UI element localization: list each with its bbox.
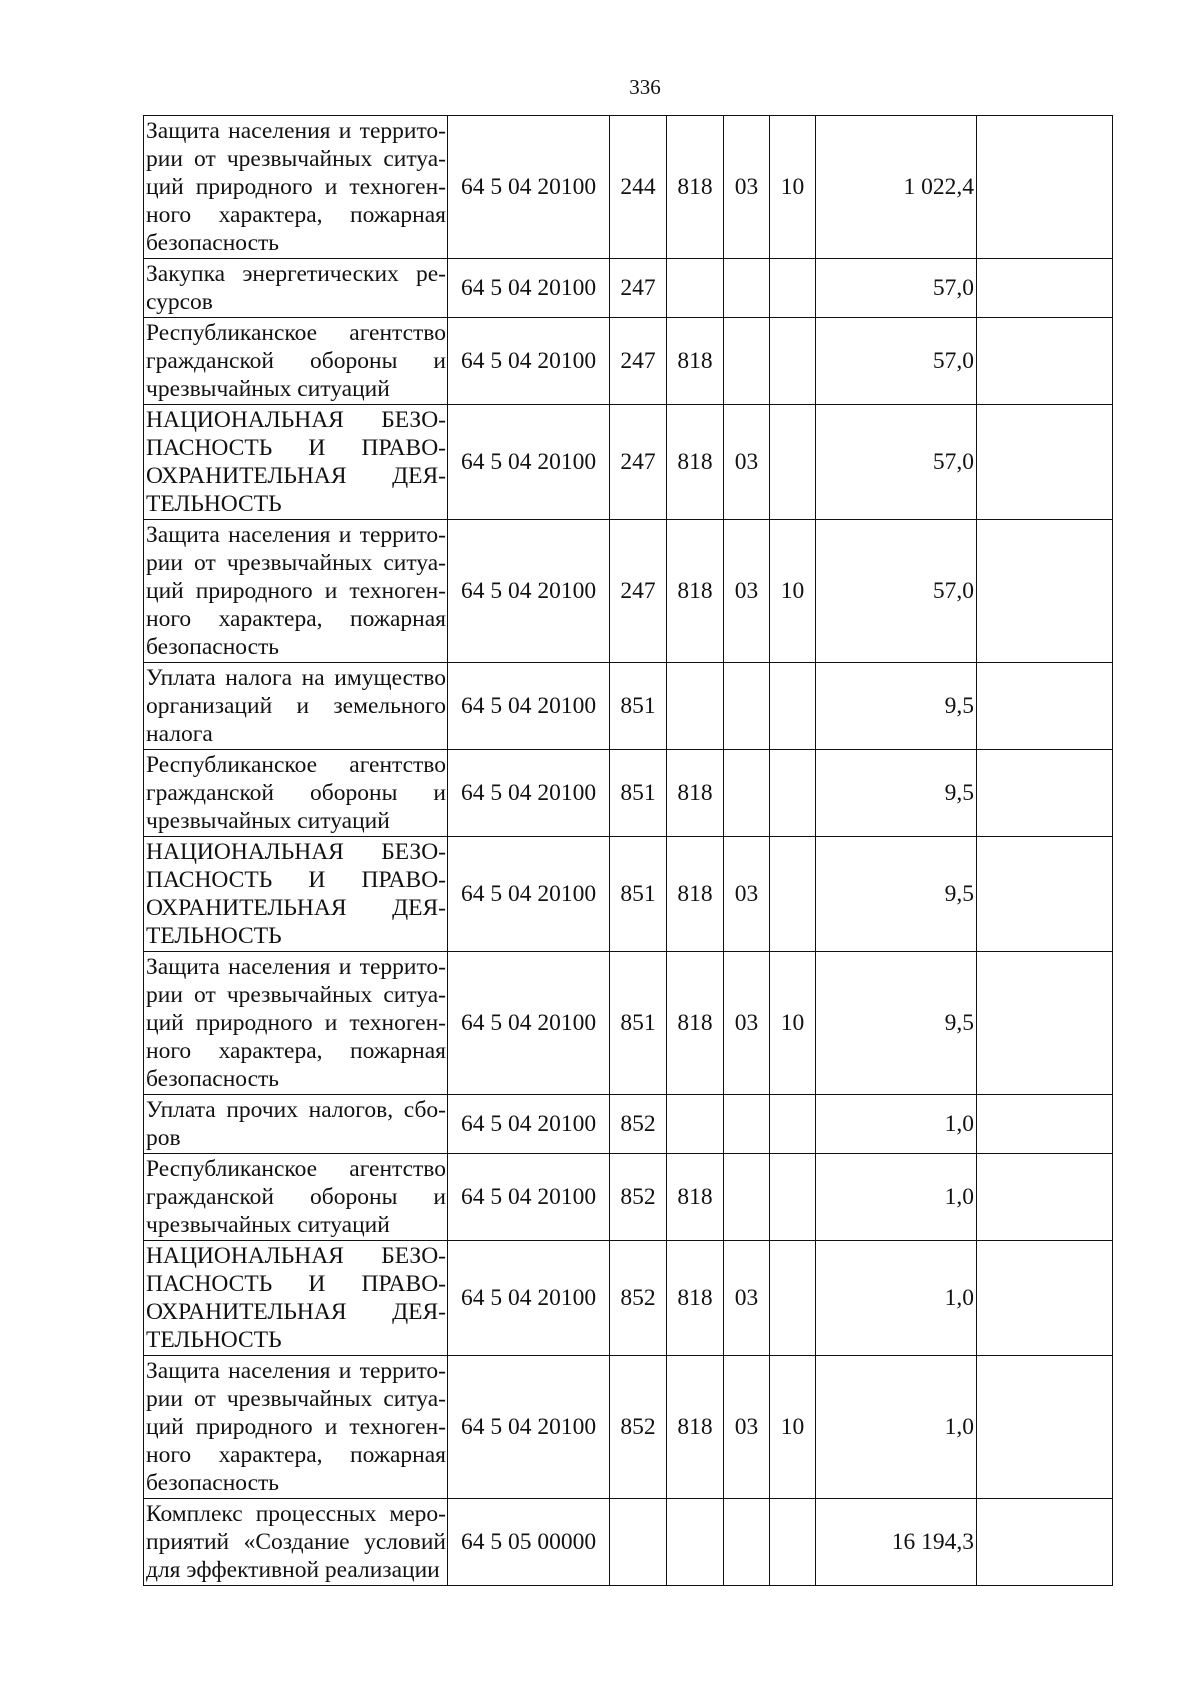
- expense-type-cell: 852: [610, 1356, 667, 1499]
- expense-type-cell: 851: [610, 837, 667, 952]
- section-cell: 03: [724, 1241, 770, 1356]
- section-cell: 03: [724, 116, 770, 259]
- amount-cell: 57,0: [816, 405, 977, 520]
- subsection-cell: [770, 259, 816, 318]
- target-code-cell: 64 5 04 20100: [448, 1095, 610, 1154]
- ministry-code-cell: 818: [667, 837, 724, 952]
- row-name-cell: НАЦИОНАЛЬНАЯ БЕЗОПАСНОСТЬ И ПРАВООХРАНИТЕЛЬНАЯ ДЕЯТЕЛЬНОСТЬ: [144, 1241, 448, 1356]
- expense-type-cell: 247: [610, 405, 667, 520]
- page-number: 336: [629, 75, 661, 99]
- section-cell: [724, 750, 770, 837]
- ministry-code-cell: 818: [667, 405, 724, 520]
- section-cell: 03: [724, 1356, 770, 1499]
- amount-cell: 57,0: [816, 520, 977, 663]
- subsection-cell: [770, 1095, 816, 1154]
- amount-cell: 9,5: [816, 750, 977, 837]
- expense-type-cell: 851: [610, 663, 667, 750]
- table-row: [144, 1356, 1113, 1499]
- amount-cell: 57,0: [816, 318, 977, 405]
- empty-cell: [977, 259, 1113, 318]
- target-code-cell: 64 5 05 00000: [448, 1499, 610, 1586]
- subsection-cell: [770, 1499, 816, 1586]
- ministry-code-cell: [667, 1095, 724, 1154]
- table-row: [144, 520, 1113, 663]
- target-code-cell: 64 5 04 20100: [448, 663, 610, 750]
- section-cell: 03: [724, 405, 770, 520]
- expense-type-cell: 247: [610, 259, 667, 318]
- subsection-cell: [770, 1154, 816, 1241]
- row-name-cell: НАЦИОНАЛЬНАЯ БЕЗОПАСНОСТЬ И ПРАВООХРАНИТЕЛЬНАЯ ДЕЯТЕЛЬНОСТЬ: [144, 405, 448, 520]
- ministry-code-cell: [667, 1499, 724, 1586]
- row-name-cell: Республиканское агентство гражданской обороны и чрезвычайных ситуаций: [144, 1154, 448, 1241]
- table-row: [144, 952, 1113, 1095]
- amount-cell: 1,0: [816, 1241, 977, 1356]
- amount-cell: 9,5: [816, 837, 977, 952]
- empty-cell: [977, 1356, 1113, 1499]
- row-name-cell: Защита населения и территории от чрезвычайных ситуаций природного и техногенного характера, пожарная безопасность: [144, 116, 448, 259]
- table-row: [144, 116, 1113, 259]
- subsection-cell: 10: [770, 952, 816, 1095]
- expense-type-cell: 244: [610, 116, 667, 259]
- amount-cell: 1,0: [816, 1356, 977, 1499]
- empty-cell: [977, 405, 1113, 520]
- subsection-cell: 10: [770, 1356, 816, 1499]
- target-code-cell: 64 5 04 20100: [448, 952, 610, 1095]
- target-code-cell: 64 5 04 20100: [448, 1356, 610, 1499]
- empty-cell: [977, 116, 1113, 259]
- section-cell: 03: [724, 952, 770, 1095]
- expense-type-cell: [610, 1499, 667, 1586]
- amount-cell: 1 022,4: [816, 116, 977, 259]
- target-code-cell: 64 5 04 20100: [448, 116, 610, 259]
- ministry-code-cell: [667, 259, 724, 318]
- table-row: [144, 1499, 1113, 1586]
- ministry-code-cell: 818: [667, 318, 724, 405]
- subsection-cell: [770, 750, 816, 837]
- amount-cell: 1,0: [816, 1095, 977, 1154]
- ministry-code-cell: [667, 663, 724, 750]
- target-code-cell: 64 5 04 20100: [448, 1154, 610, 1241]
- empty-cell: [977, 1095, 1113, 1154]
- expense-type-cell: 247: [610, 318, 667, 405]
- expense-type-cell: 851: [610, 952, 667, 1095]
- row-name-cell: Уплата прочих налогов, сборов: [144, 1095, 448, 1154]
- target-code-cell: 64 5 04 20100: [448, 520, 610, 663]
- row-name-cell: Защита населения и территории от чрезвычайных ситуаций природного и техногенного характера, пожарная безопасность: [144, 1356, 448, 1499]
- subsection-cell: [770, 1241, 816, 1356]
- table-row: [144, 1241, 1113, 1356]
- ministry-code-cell: 818: [667, 116, 724, 259]
- amount-cell: 1,0: [816, 1154, 977, 1241]
- target-code-cell: 64 5 04 20100: [448, 1241, 610, 1356]
- target-code-cell: 64 5 04 20100: [448, 837, 610, 952]
- row-name-cell: Защита населения и территории от чрезвычайных ситуаций природного и техногенного характера, пожарная безопасность: [144, 952, 448, 1095]
- table-row: [144, 318, 1113, 405]
- ministry-code-cell: 818: [667, 1241, 724, 1356]
- empty-cell: [977, 1499, 1113, 1586]
- ministry-code-cell: 818: [667, 1356, 724, 1499]
- amount-cell: 16 194,3: [816, 1499, 977, 1586]
- row-name-cell: НАЦИОНАЛЬНАЯ БЕЗОПАСНОСТЬ И ПРАВООХРАНИТЕЛЬНАЯ ДЕЯТЕЛЬНОСТЬ: [144, 837, 448, 952]
- row-name-cell: Уплата налога на имущество организаций и земельного налога: [144, 663, 448, 750]
- target-code-cell: 64 5 04 20100: [448, 750, 610, 837]
- subsection-cell: [770, 318, 816, 405]
- section-cell: 03: [724, 837, 770, 952]
- empty-cell: [977, 952, 1113, 1095]
- row-name-cell: Защита населения и территории от чрезвычайных ситуаций природного и техногенного характера, пожарная безопасность: [144, 520, 448, 663]
- amount-cell: 57,0: [816, 259, 977, 318]
- target-code-cell: 64 5 04 20100: [448, 318, 610, 405]
- subsection-cell: [770, 663, 816, 750]
- empty-cell: [977, 1241, 1113, 1356]
- table-row: [144, 259, 1113, 318]
- row-name-cell: Комплекс процессных мероприятий «Создание условий для эффективной реализации: [144, 1499, 448, 1586]
- amount-cell: 9,5: [816, 663, 977, 750]
- empty-cell: [977, 1154, 1113, 1241]
- expense-type-cell: 247: [610, 520, 667, 663]
- ministry-code-cell: 818: [667, 750, 724, 837]
- expense-type-cell: 851: [610, 750, 667, 837]
- table-row: [144, 663, 1113, 750]
- ministry-code-cell: 818: [667, 952, 724, 1095]
- section-cell: [724, 318, 770, 405]
- empty-cell: [977, 663, 1113, 750]
- section-cell: [724, 663, 770, 750]
- subsection-cell: [770, 405, 816, 520]
- section-cell: [724, 1499, 770, 1586]
- expense-type-cell: 852: [610, 1095, 667, 1154]
- target-code-cell: 64 5 04 20100: [448, 405, 610, 520]
- target-code-cell: 64 5 04 20100: [448, 259, 610, 318]
- expense-type-cell: 852: [610, 1241, 667, 1356]
- empty-cell: [977, 318, 1113, 405]
- row-name-cell: Республиканское агентство гражданской обороны и чрезвычайных ситуаций: [144, 750, 448, 837]
- table-row: [144, 750, 1113, 837]
- section-cell: [724, 1154, 770, 1241]
- table-row: [144, 1095, 1113, 1154]
- amount-cell: 9,5: [816, 952, 977, 1095]
- section-cell: [724, 259, 770, 318]
- section-cell: 03: [724, 520, 770, 663]
- ministry-code-cell: 818: [667, 520, 724, 663]
- section-cell: [724, 1095, 770, 1154]
- empty-cell: [977, 837, 1113, 952]
- empty-cell: [977, 520, 1113, 663]
- expense-type-cell: 852: [610, 1154, 667, 1241]
- table-row: [144, 405, 1113, 520]
- subsection-cell: [770, 837, 816, 952]
- row-name-cell: Закупка энергетических ресурсов: [144, 259, 448, 318]
- table-row: [144, 837, 1113, 952]
- table-row: [144, 1154, 1113, 1241]
- table-body: [144, 116, 1113, 1586]
- subsection-cell: 10: [770, 520, 816, 663]
- row-name-cell: Республиканское агентство гражданской обороны и чрезвычайных ситуаций: [144, 318, 448, 405]
- empty-cell: [977, 750, 1113, 837]
- budget-table: [143, 115, 1113, 1586]
- subsection-cell: 10: [770, 116, 816, 259]
- ministry-code-cell: 818: [667, 1154, 724, 1241]
